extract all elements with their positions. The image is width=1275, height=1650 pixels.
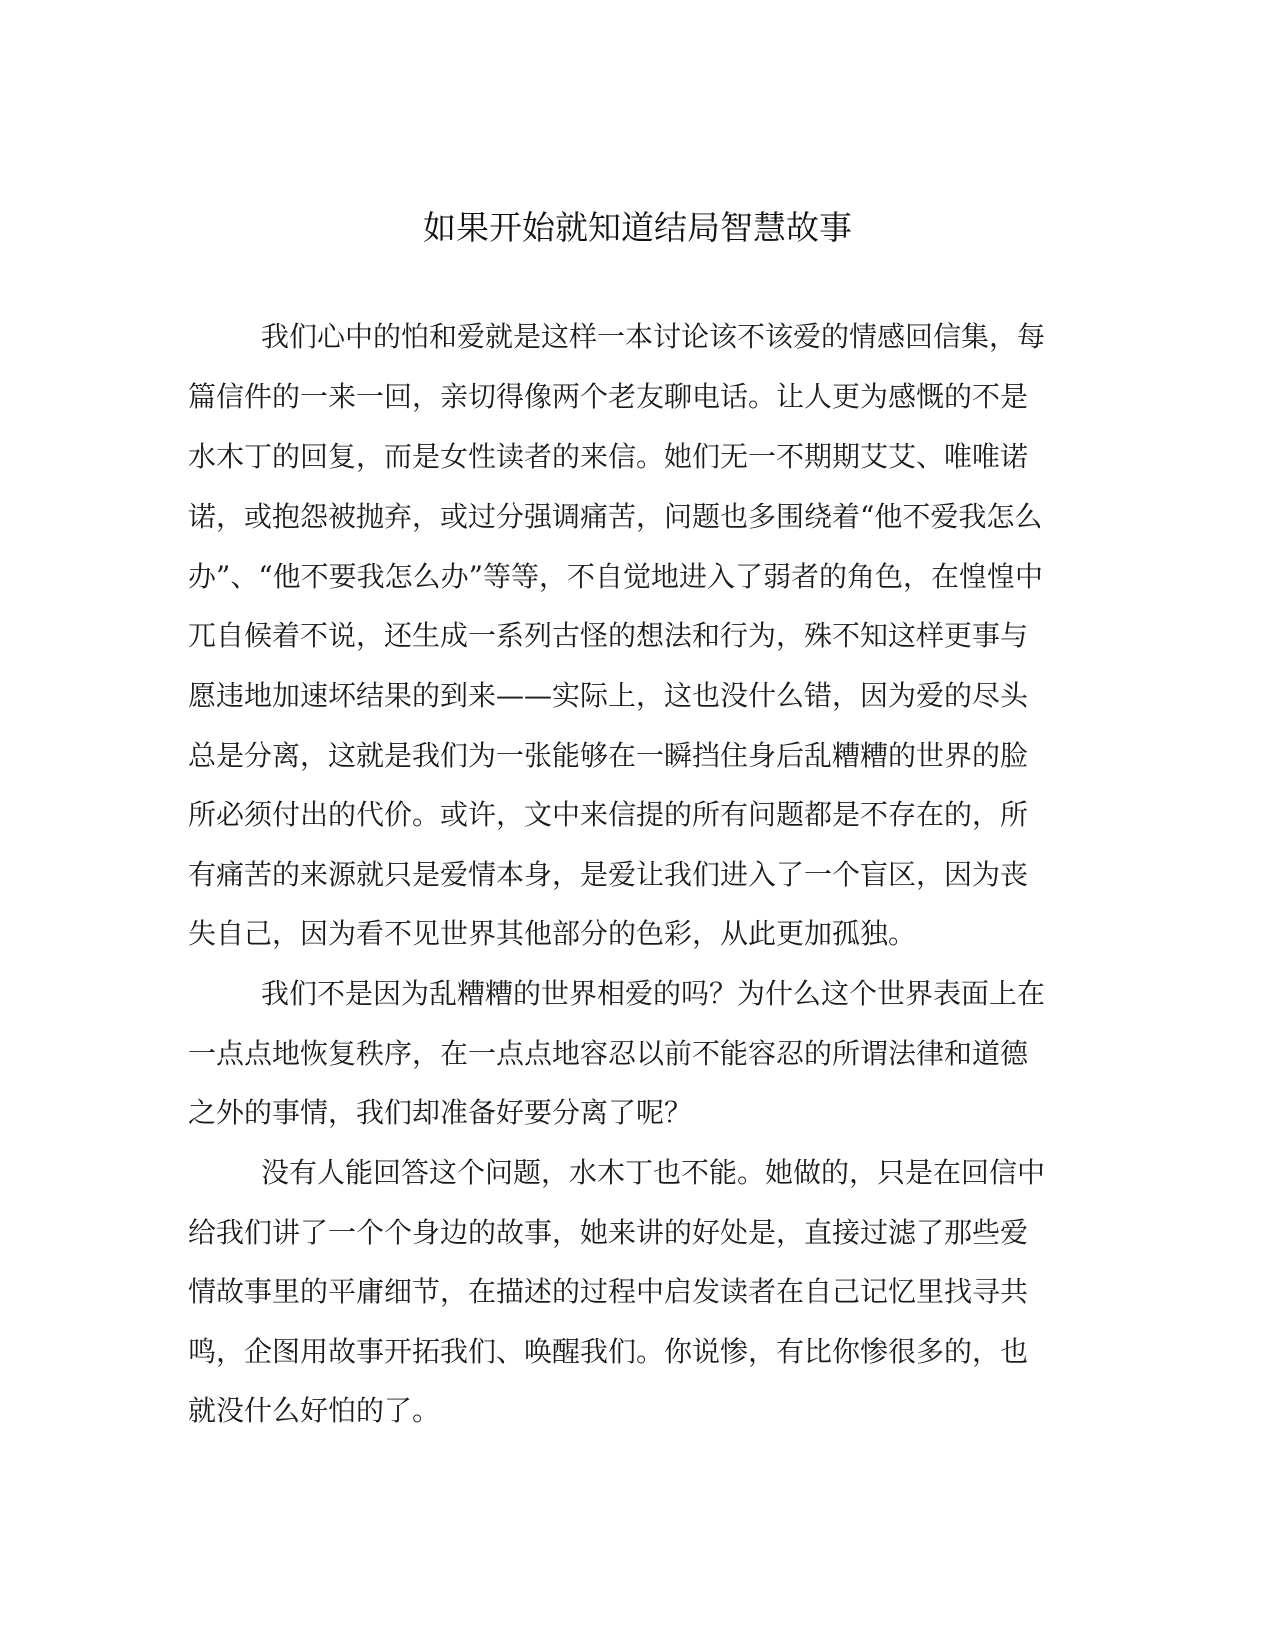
paragraph-line: 就没什么好怕的了。 bbox=[188, 1394, 441, 1427]
paragraph-line: 我们心中的怕和爱就是这样一本讨论该不该爱的情感回信集，每 bbox=[261, 320, 1046, 353]
paragraph-line: 篇信件的一来一回，亲切得像两个老友聊电话。让人更为感慨的不是 bbox=[188, 380, 1029, 413]
page-title: 如果开始就知道结局智慧故事 bbox=[423, 208, 852, 247]
paragraph-line: 一点点地恢复秩序，在一点点地容忍以前不能容忍的所谓法律和道德 bbox=[188, 1037, 1029, 1070]
paragraph-line: 有痛苦的来源就只是爱情本身，是爱让我们进入了一个盲区，因为丧 bbox=[188, 858, 1029, 891]
paragraph-line: 诺，或抱怨被抛弃，或过分强调痛苦，问题也多围绕着“他不爱我怎么 bbox=[188, 500, 1043, 533]
paragraph-line: 我们不是因为乱糟糟的世界相爱的吗？为什么这个世界表面上在 bbox=[261, 977, 1046, 1010]
paragraph-line: 给我们讲了一个个身边的故事，她来讲的好处是，直接过滤了那些爱 bbox=[188, 1216, 1029, 1249]
paragraph-line: 水木丁的回复，而是女性读者的来信。她们无一不期期艾艾、唯唯诺 bbox=[188, 440, 1029, 473]
paragraph-line: 情故事里的平庸细节，在描述的过程中启发读者在自己记忆里找寻共 bbox=[188, 1275, 1029, 1308]
paragraph-line: 鸣，企图用故事开拓我们、唤醒我们。你说惨，有比你惨很多的，也 bbox=[188, 1335, 1029, 1368]
paragraph-line: 总是分离，这就是我们为一张能够在一瞬挡住身后乱糟糟的世界的脸 bbox=[188, 739, 1029, 772]
paragraph-line: 愿违地加速坏结果的到来——实际上，这也没什么错，因为爱的尽头 bbox=[188, 679, 1029, 712]
paragraph-line: 之外的事情，我们却准备好要分离了呢？ bbox=[188, 1096, 693, 1129]
paragraph-line: 办”、“他不要我怎么办”等等，不自觉地进入了弱者的角色，在惶惶中 bbox=[188, 560, 1043, 593]
paragraph-line: 兀自候着不说，还生成一系列古怪的想法和行为，殊不知这样更事与 bbox=[188, 619, 1029, 652]
paragraph-line: 所必须付出的代价。或许，文中来信提的所有问题都是不存在的，所 bbox=[188, 798, 1029, 831]
paragraph-line: 失自己，因为看不见世界其他部分的色彩，从此更加孤独。 bbox=[188, 917, 917, 950]
paragraph-line: 没有人能回答这个问题，水木丁也不能。她做的，只是在回信中 bbox=[261, 1156, 1046, 1189]
